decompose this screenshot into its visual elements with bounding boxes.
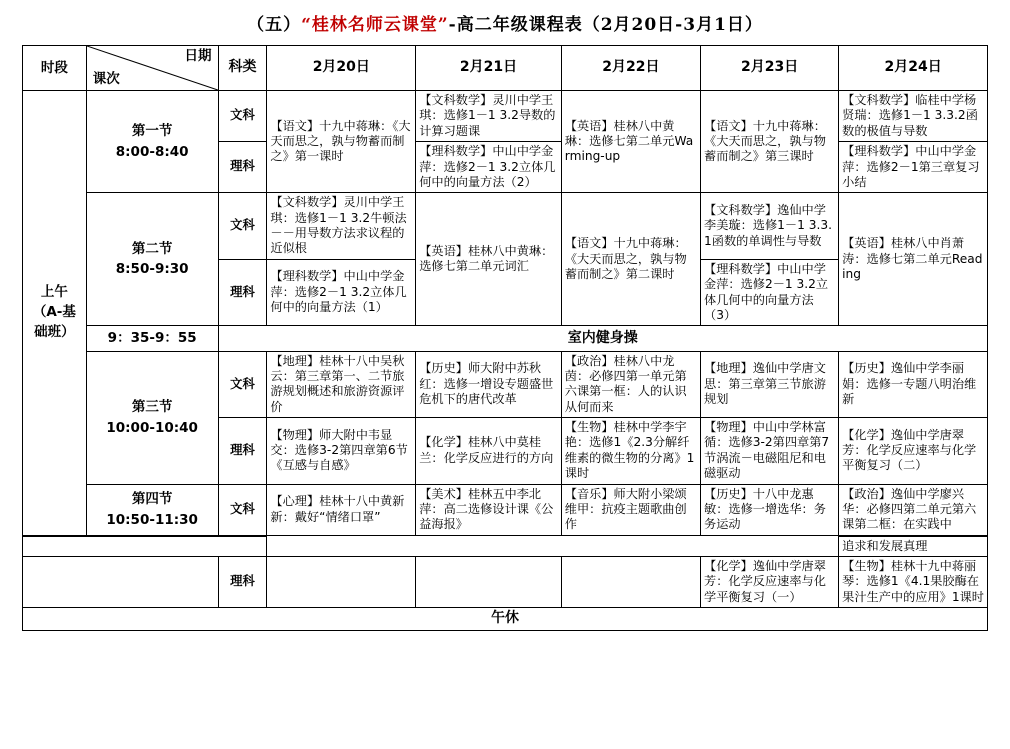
cell-p3-li-d4: 【化学】逸仙中学唐翠芳：化学反应速率与化学平衡复习（二） (839, 418, 988, 485)
session-label-morning (23, 91, 87, 536)
period-2-time: 8:50-9:30 (115, 261, 189, 278)
bottom-spacer-2 (218, 536, 267, 556)
table-row (23, 193, 988, 260)
period-4 (86, 484, 218, 535)
cell-p3-li-d1: 【化学】桂林八中莫桂兰：化学反应进行的方向 (416, 418, 562, 485)
header-course-label: 课次 (92, 71, 120, 87)
period-2 (86, 193, 218, 326)
header-date-1: 2月21日 (416, 46, 562, 91)
cell-bottom-d4: 【生物】桂林十九中蒋丽琴：选修1《4.1果胶酶在果汁生产中的应用》1课时 (839, 557, 988, 608)
cell-p4-d4: 【政治】逸仙中学廖兴华：必修四第二单元第六课第二框：在实践中 (839, 484, 988, 535)
bottom-spacer-4 (416, 536, 562, 556)
cell-bottom-extra: 追求和发展真理 (839, 536, 988, 556)
title-suffix: -高二年级课程表（2月20日-3月1日） (448, 15, 763, 35)
kelei-li-p2: 理科 (218, 259, 267, 326)
bottom-spacer-1 (86, 536, 218, 556)
title-prefix: （五） (247, 15, 302, 35)
period-1-time: 8:00-8:40 (115, 143, 189, 160)
period-3-time: 10:00-10:40 (106, 419, 198, 436)
table-row (23, 91, 988, 142)
cell-p3-wen-d4: 【历史】逸仙中学李丽娟：选修一专题八明治维新 (839, 351, 988, 418)
cell-p2-d1: 【英语】桂林八中黄琳：选修七第二单元词汇 (416, 193, 562, 326)
cell-p3-li-d3: 【物理】中山中学林富循：选修3-2第四章第7节涡流－电磁阻尼和电磁驱动 (701, 418, 839, 485)
table-row (23, 351, 988, 418)
session-line-2: 础班） (34, 323, 75, 340)
cell-p2-wen-d3: 【文科数学】逸仙中学李美璇：选修1－1 3.3.1函数的单调性与导数 (701, 193, 839, 260)
bottom-spacer-5 (561, 536, 700, 556)
cell-p2-li-d3: 【理科数学】中山中学金萍：选修2－1 3.2立体几何中的向量方法（3） (701, 259, 839, 326)
session-line-1: （A-基 (32, 304, 76, 321)
period-3 (86, 351, 218, 484)
exercise-label: 室内健身操 (218, 326, 987, 351)
header-shiduan: 时段 (23, 46, 87, 91)
schedule-table (22, 45, 988, 536)
page-title (0, 0, 1010, 35)
table-row (23, 557, 988, 608)
table-row (23, 484, 988, 535)
period-1 (86, 91, 218, 193)
cell-p1-li-d1: 【理科数学】中山中学金萍：选修2－1 3.2立体几何中的向量方法（2） (416, 142, 562, 193)
cell-p1-d0: 【语文】十九中蒋琳：《大天而思之，孰与物蓄而制之》第一课时 (267, 91, 416, 193)
kelei-li-p3: 理科 (218, 418, 267, 485)
bottom-left-0 (23, 557, 87, 608)
period-4-time: 10:50-11:30 (106, 511, 198, 528)
table-row-bottom-extra (23, 536, 988, 556)
cell-p4-d2: 【音乐】师大附小梁颂维甲：抗疫主题歌曲创作 (561, 484, 700, 535)
cell-p1-li-d4: 【理科数学】中山中学金萍：选修2－1第三章复习小结 (839, 142, 988, 193)
header-date-label: 日期 (184, 48, 212, 64)
cell-p2-d2: 【语文】十九中蒋琳：《大天而思之，孰与物蓄而制之》第二课时 (561, 193, 700, 326)
bottom-spacer-6 (701, 536, 839, 556)
session-line-0: 上午 (40, 284, 68, 301)
cell-p1-d2: 【英语】桂林八中黄琳：选修七第二单元Warming-up (561, 91, 700, 193)
cell-p3-li-d2: 【生物】桂林中学李宇艳：选修1《2.3分解纤维素的微生物的分离》1课时 (561, 418, 700, 485)
kelei-wen-p3: 文科 (218, 351, 267, 418)
cell-bottom-d3: 【化学】逸仙中学唐翠芳：化学反应速率与化学平衡复习（一） (701, 557, 839, 608)
bottom-spacer-0 (23, 536, 87, 556)
cell-p3-wen-d0: 【地理】桂林十八中吴秋云：第三章第一、二节旅游规划概述和旅游资源评价 (267, 351, 416, 418)
header-date-3: 2月23日 (701, 46, 839, 91)
cell-bottom-d2 (561, 557, 700, 608)
cell-p4-d1: 【美术】桂林五中李北萍：高二选修设计课《公益海报》 (416, 484, 562, 535)
table-row-lunch (23, 608, 988, 631)
cell-bottom-d0 (267, 557, 416, 608)
cell-p4-d0: 【心理】桂林十八中黄新新：戴好“情绪口罩” (267, 484, 416, 535)
kelei-wen-p1: 文科 (218, 91, 267, 142)
schedule-table-continuation (22, 536, 988, 631)
cell-bottom-d1 (416, 557, 562, 608)
header-kelei: 科类 (218, 46, 267, 91)
cell-p2-d4: 【英语】桂林八中肖萧涛：选修七第二单元Reading (839, 193, 988, 326)
exercise-time: 9：35-9：55 (86, 326, 218, 351)
lunch-label: 午休 (23, 608, 988, 631)
header-corner-date-course (86, 46, 218, 91)
kelei-wen-p2: 文科 (218, 193, 267, 260)
cell-p1-wen-d1: 【文科数学】灵川中学王琪：选修1－1 3.2导数的计算习题课 (416, 91, 562, 142)
cell-p3-wen-d1: 【历史】师大附中苏秋红：选修一增设专题盛世危机下的唐代改革 (416, 351, 562, 418)
period-3-name: 第三节 (131, 399, 173, 416)
cell-p2-li-d0: 【理科数学】中山中学金萍：选修2－1 3.2立体几何中的向量方法（1） (267, 259, 416, 326)
period-4-name: 第四节 (131, 491, 173, 508)
header-date-0: 2月20日 (267, 46, 416, 91)
header-date-4: 2月24日 (839, 46, 988, 91)
period-2-name: 第二节 (131, 241, 173, 257)
kelei-li-p1: 理科 (218, 142, 267, 193)
period-1-name: 第一节 (131, 123, 173, 140)
title-highlight: “桂林名师云课堂” (301, 15, 449, 35)
bottom-left-1 (86, 557, 218, 608)
cell-p3-wen-d2: 【政治】桂林八中龙茵：必修四第一单元第六课第一框：人的认识从何而来 (561, 351, 700, 418)
kelei-wen-p4: 文科 (218, 484, 267, 535)
table-row-exercise (23, 326, 988, 351)
bottom-spacer-3 (267, 536, 416, 556)
cell-p3-wen-d3: 【地理】逸仙中学唐文思：第三章第三节旅游规划 (701, 351, 839, 418)
cell-p2-wen-d0: 【文科数学】灵川中学王琪：选修1－1 3.2牛顿法－－用导数方法求议程的近似根 (267, 193, 416, 260)
cell-p4-d3: 【历史】十八中龙惠敏：选修一增选华：务务运动 (701, 484, 839, 535)
cell-p1-d3: 【语文】十九中蒋琳：《大天而思之，孰与物蓄而制之》第三课时 (701, 91, 839, 193)
cell-p3-li-d0: 【物理】师大附中韦显交：选修3-2第四章第6节《互感与自感》 (267, 418, 416, 485)
cell-p1-wen-d4: 【文科数学】临桂中学杨贤瑞：选修1－1 3.3.2函数的极值与导数 (839, 91, 988, 142)
kelei-li-bottom: 理科 (218, 557, 267, 608)
header-date-2: 2月22日 (561, 46, 700, 91)
table-header-row (23, 46, 988, 91)
